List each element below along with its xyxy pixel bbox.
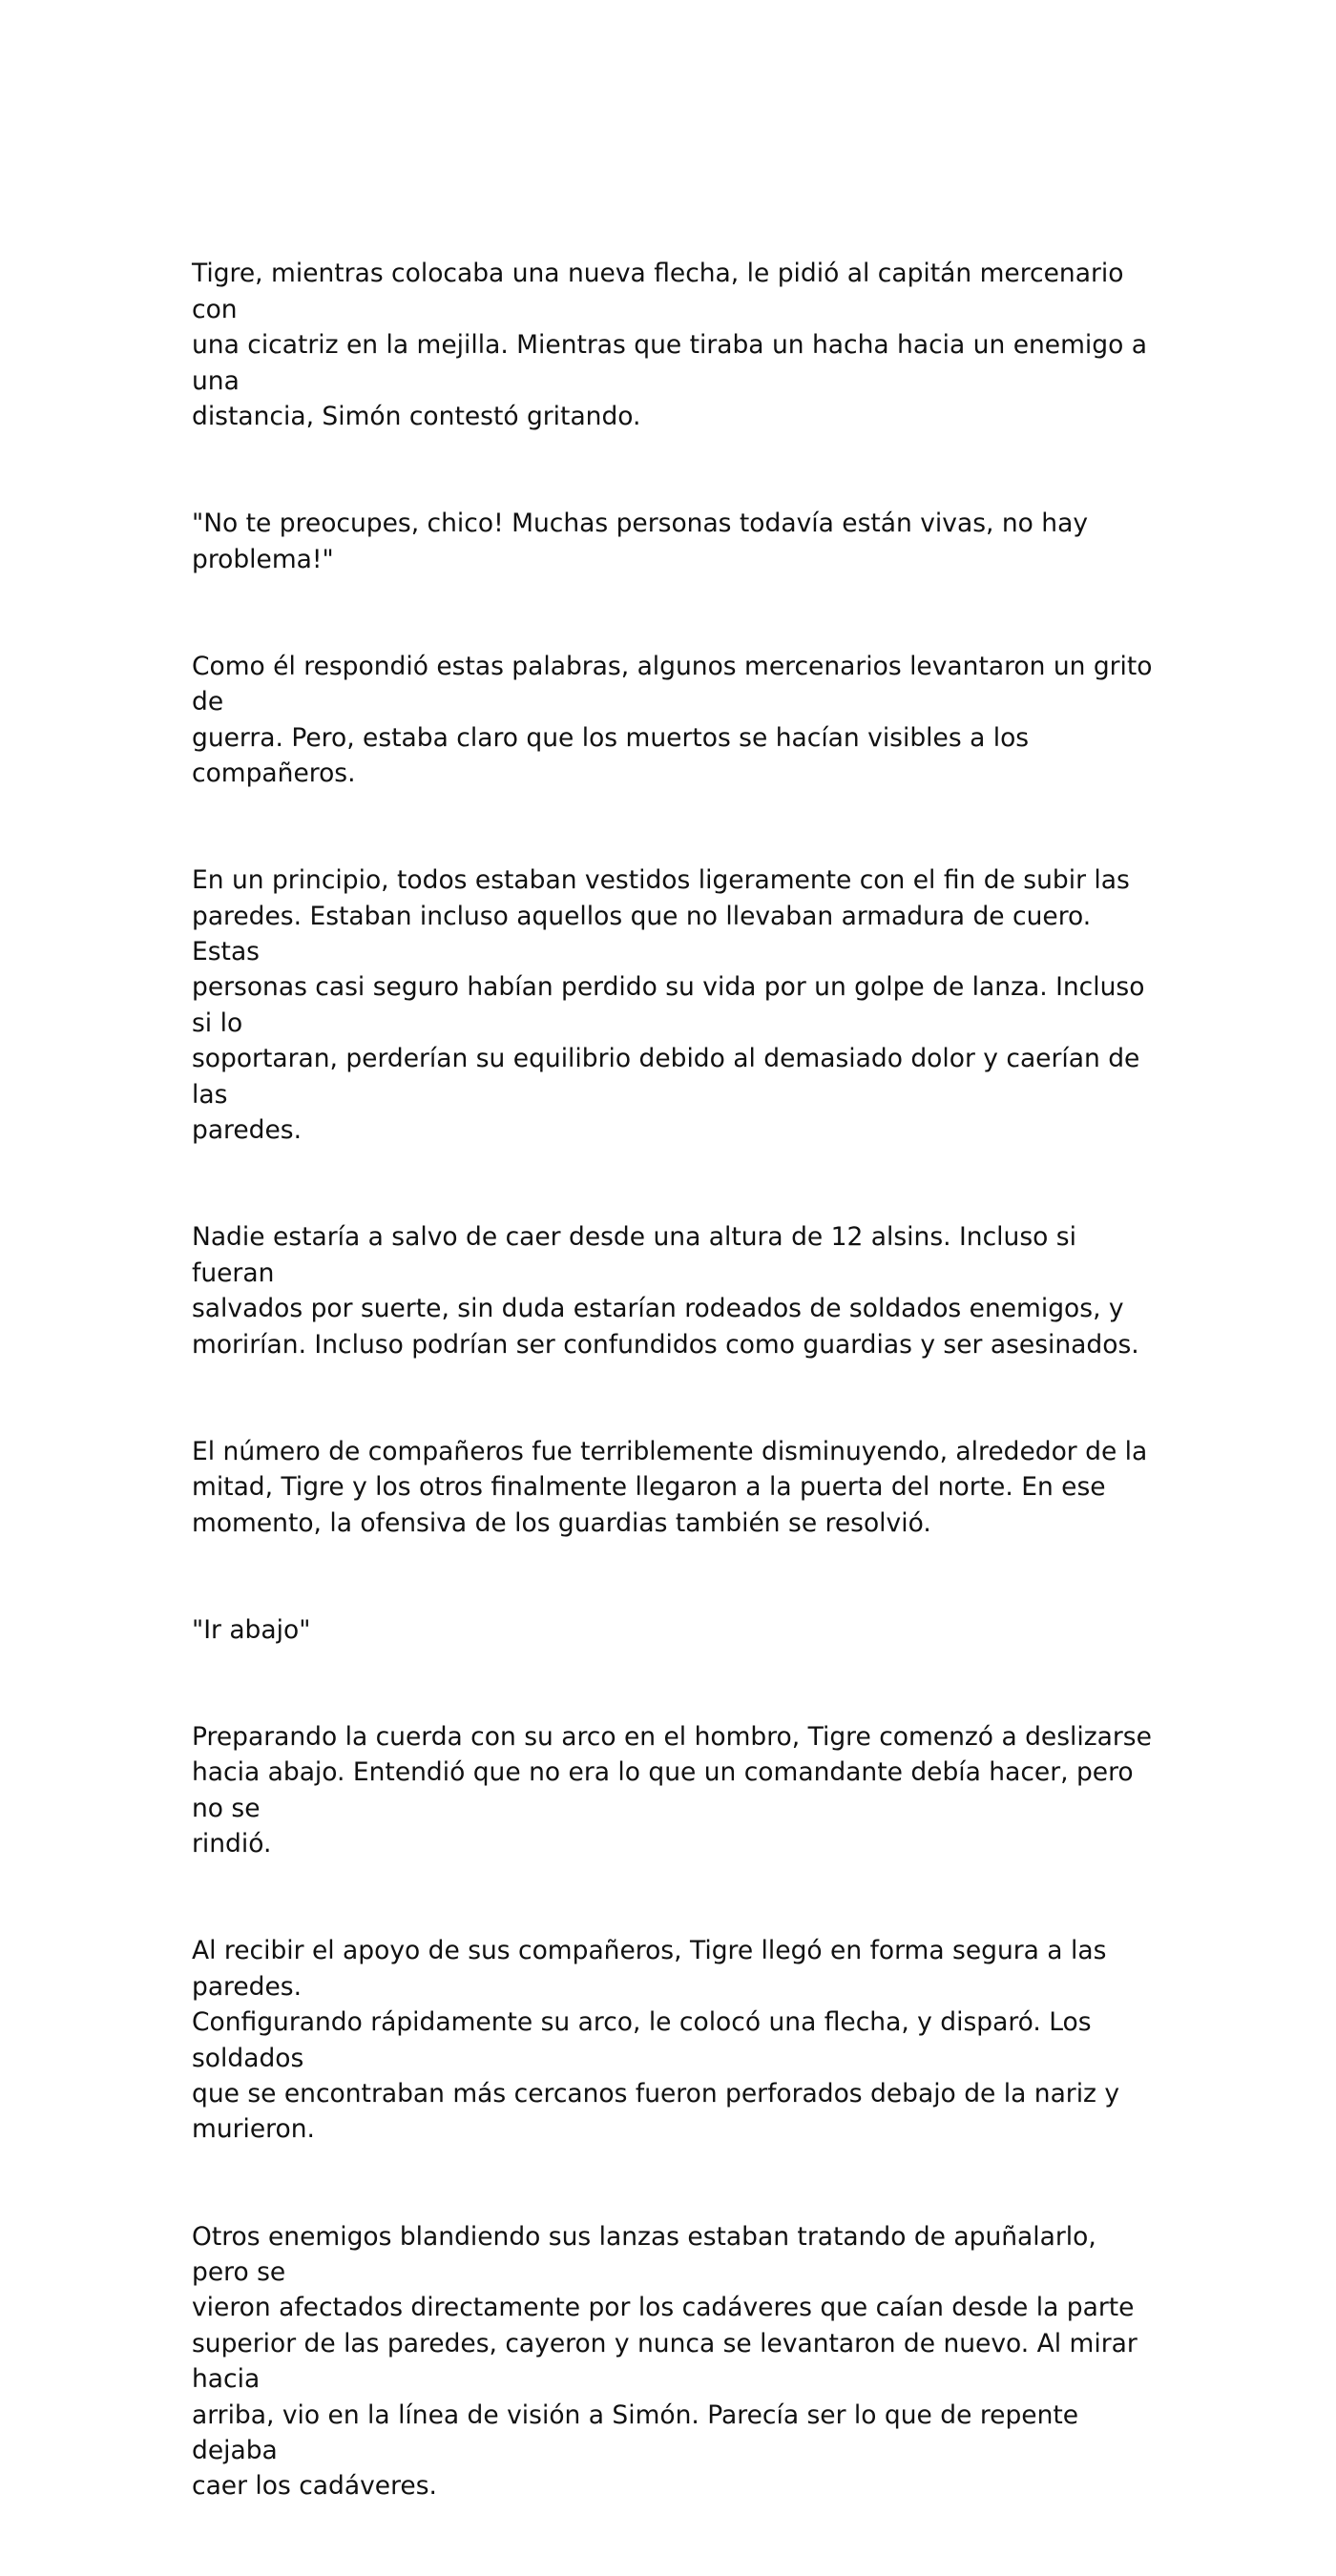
paragraph: Nadie estaría a salvo de caer desde una altura de 12 alsins. Incluso si fueran salvados por suerte, sin duda estarían rodeados de soldados enemigos, y morirían. Incluso podrían ser confundidos como guardias y ser asesinados. xyxy=(192,1222,1139,1360)
body-text xyxy=(192,220,1156,2576)
paragraph: En un principio, todos estaban vestidos ligeramente con el fin de subir las paredes. Estaban incluso aquellos que no llevaban armadura de cuero. Estas personas casi seguro habían perdido su vida por un golpe de lanza. Incluso si lo soportaran, perderían su equilibrio debido al demasiado dolor y caerían de las paredes. xyxy=(192,865,1145,1146)
paragraph: Al recibir el apoyo de sus compañeros, Tigre llegó en forma segura a las paredes. Configurando rápidamente su arco, le colocó una flecha, y disparó. Los soldados que se encontraban más cercanos fueron perforados debajo de la nariz y murieron. xyxy=(192,1936,1120,2145)
paragraph: "Ir abajo" xyxy=(192,1614,311,1645)
paragraph: Otros enemigos blandiendo sus lanzas estaban tratando de apuñalarlo, pero se vieron afectados directamente por los cadáveres que caían desde la parte superior de las paredes, cayeron y nunca se levantaron de nuevo. Al mirar hacia arriba, vio en la línea de visión a Simón. Parecía ser lo que de repente dejaba caer los cadáveres. xyxy=(192,2221,1138,2502)
paragraph: "No te preocupes, chico! Muchas personas todavía están vivas, no hay problema!" xyxy=(192,509,1089,574)
paragraph: El número de compañeros fue terriblemente disminuyendo, alrededor de la mitad, Tigre y los otros finalmente llegaron a la puerta del norte. En ese momento, la ofensiva de los guardias también se resolvió. xyxy=(192,1436,1148,1538)
paragraph: Preparando la cuerda con su arco en el hombro, Tigre comenzó a deslizarse hacia abajo. Entendió que no era lo que un comandante debía hacer, pero no se rindió. xyxy=(192,1721,1152,1859)
paragraph: Como él respondió estas palabras, algunos mercenarios levantaron un grito de guerra. Pero, estaba claro que los muertos se hacían visibles a los compañeros. xyxy=(192,651,1153,789)
paragraph: Tigre, mientras colocaba una nueva flecha, le pidió al capitán mercenario con una cicatriz en la mejilla. Mientras que tiraba un hacha hacia un enemigo a una distancia, Simón contestó gritando. xyxy=(192,259,1147,432)
